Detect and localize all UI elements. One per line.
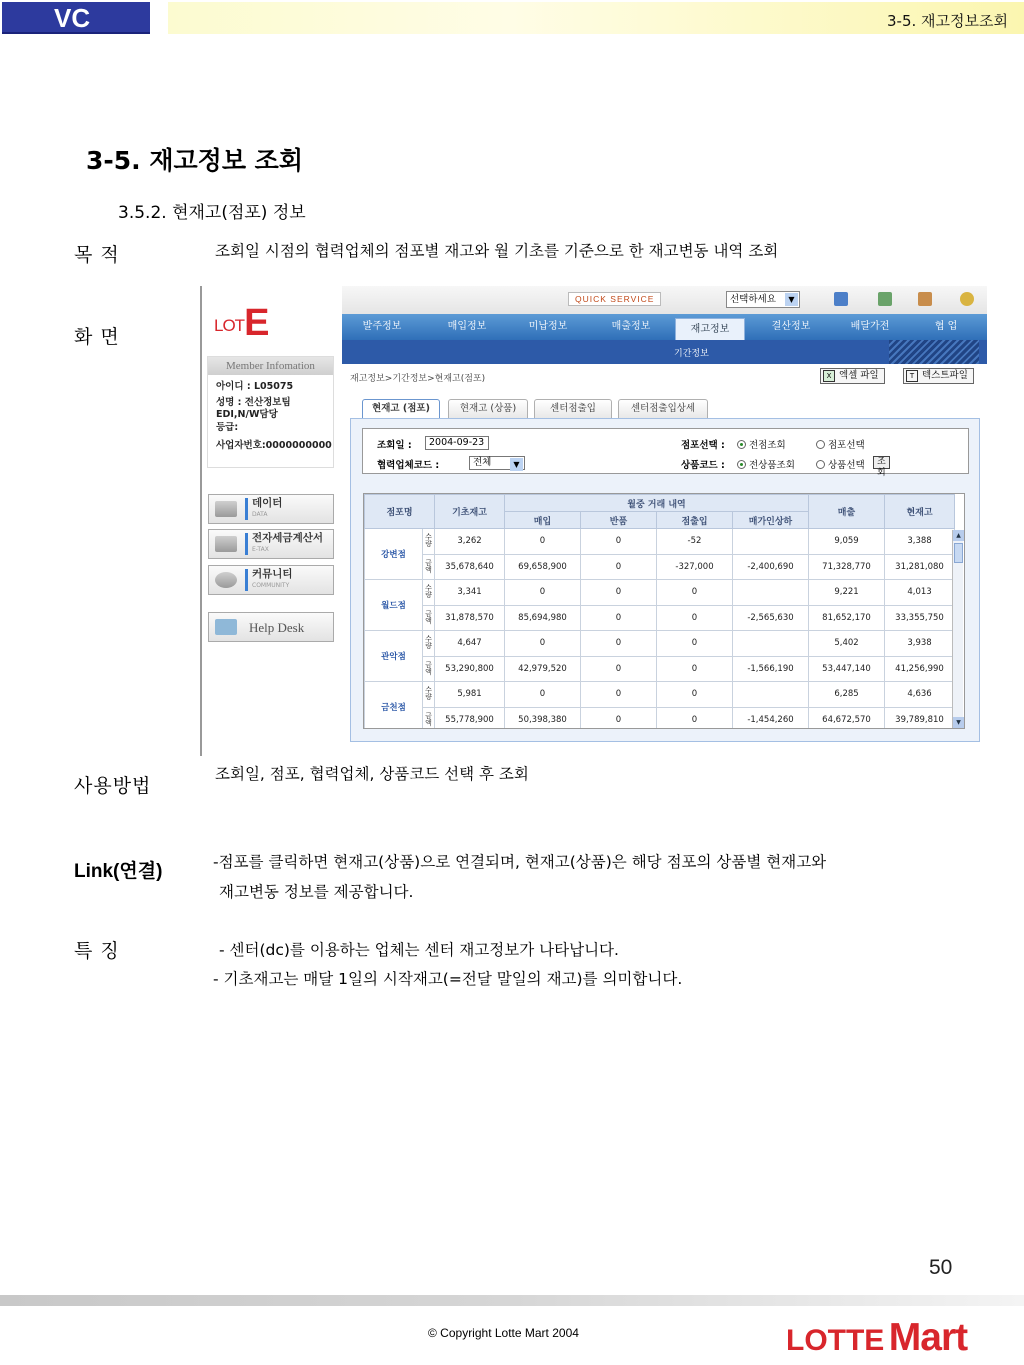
etax-sublabel: E-TAX (252, 546, 269, 553)
etax-label: 전자세금계산서 (252, 532, 324, 544)
table-cell: 3,388 (885, 529, 955, 555)
community-sublabel: COMMUNITY (252, 582, 290, 589)
search-button[interactable]: 조회 (873, 456, 890, 469)
col-return: 반품 (581, 512, 657, 529)
product-pick-radio[interactable] (816, 457, 865, 471)
help-icon[interactable] (878, 292, 892, 306)
feature-label: 특 징 (74, 940, 120, 962)
product-all-label: 전상품조회 (749, 460, 795, 471)
vendor-label: 협력업체코드 : (377, 460, 440, 471)
user-icon[interactable] (960, 292, 974, 306)
table-cell: 0 (581, 656, 657, 682)
table-cell: 39,789,810 (885, 707, 955, 729)
help-desk-button[interactable] (208, 612, 334, 642)
member-name: 성명 : 전산정보팀 (216, 396, 291, 408)
col-purchase: 매입 (505, 512, 581, 529)
table-cell: 0 (657, 682, 733, 708)
row-kind: 수 량 (423, 529, 435, 555)
logo-e: E (244, 302, 270, 344)
member-dept: EDI,N/W담당 (216, 409, 278, 420)
sub-nav-title[interactable]: 기간정보 (674, 349, 709, 359)
grid-scrollbar[interactable] (952, 530, 963, 728)
table-cell: 64,672,570 (809, 707, 885, 729)
table-cell: 33,355,750 (885, 605, 955, 631)
keyboard-decoration (889, 340, 979, 364)
scroll-down-icon[interactable]: ▼ (953, 717, 964, 728)
usage-label: 사용방법 (74, 775, 152, 797)
table-cell: 0 (505, 631, 581, 657)
data-sublabel: DATA (252, 511, 268, 518)
row-kind: 금 액 (423, 554, 435, 580)
row-kind: 수 량 (423, 682, 435, 708)
table-cell: 3,341 (435, 580, 505, 606)
scroll-up-icon[interactable]: ▲ (953, 530, 964, 541)
data-icon (215, 501, 237, 517)
table-cell: 53,447,140 (809, 656, 885, 682)
table-cell: 0 (581, 605, 657, 631)
link-text-1: -점포를 클릭하면 현재고(상품)으로 연결되며, 현재고(상품)은 해당 점포의 상품별 현재고와 (213, 853, 827, 871)
member-grade: 등급: (216, 421, 239, 433)
excel-file-label: 엑셀 파일 (839, 370, 879, 381)
radio-icon (816, 440, 825, 449)
member-bizno: 사업자번호:0000000000 (216, 440, 332, 451)
table-cell: 9,059 (809, 529, 885, 555)
store-pick-radio[interactable] (816, 437, 865, 451)
nav-collab[interactable]: 협 업 (934, 321, 958, 332)
table-cell: 0 (505, 682, 581, 708)
store-pick-label: 점포선택 (828, 440, 865, 451)
product-pick-label: 상품선택 (828, 460, 865, 471)
table-cell: -327,000 (657, 554, 733, 580)
tab-current-product[interactable]: 현재고 (상품) (448, 399, 528, 419)
table-row (365, 580, 955, 606)
nav-unpaid[interactable]: 미납정보 (528, 321, 568, 332)
table-cell (733, 529, 809, 555)
header-title: 3-5. 재고정보조회 (887, 12, 1008, 30)
table-cell: 31,281,080 (885, 554, 955, 580)
purpose-text: 조회일 시점의 협력업체의 점포별 재고와 월 기초를 기준으로 한 재고변동 내역 조회 (215, 242, 779, 260)
table-row (365, 656, 955, 682)
vendor-row (377, 457, 520, 471)
sub-nav-bar (342, 340, 987, 364)
nav-order[interactable]: 발주정보 (362, 321, 402, 332)
breadcrumb: 재고정보>기간정보>현재고(점포) (350, 374, 486, 384)
table-cell: 0 (657, 580, 733, 606)
member-info-head: Member Infomation (208, 357, 333, 375)
top-strip (342, 286, 987, 314)
col-markdown: 매가인상하 (733, 512, 809, 529)
feature-text-2: - 기초재고는 매달 1일의 시작재고(=전달 말일의 재고)를 의미합니다. (213, 970, 683, 988)
member-id: 아이디 : L05075 (216, 381, 294, 392)
product-row (681, 457, 886, 478)
tab-center-transfer[interactable]: 센터점출입 (534, 399, 612, 419)
store-link[interactable]: 강변점 (365, 529, 423, 580)
store-all-label: 전점조회 (749, 440, 786, 451)
screen-capture (200, 286, 987, 756)
radio-icon (816, 460, 825, 469)
lotte-mart-logo (786, 1316, 967, 1360)
table-cell: 4,647 (435, 631, 505, 657)
link-label: Link(연결) (74, 861, 163, 882)
community-icon (215, 572, 237, 588)
quick-service-label[interactable]: QUICK SERVICE (568, 292, 661, 306)
table-row (365, 605, 955, 631)
chevron-down-icon: ▼ (785, 293, 798, 306)
col-opening: 기초재고 (435, 495, 505, 529)
inventory-table (364, 494, 955, 729)
table-cell: 0 (581, 580, 657, 606)
logo-lot: LOT (214, 316, 245, 335)
table-row (365, 682, 955, 708)
excel-file-button[interactable] (820, 368, 885, 384)
table-cell: 42,979,520 (505, 656, 581, 682)
community-button[interactable] (208, 565, 334, 595)
table-cell: 71,328,770 (809, 554, 885, 580)
table-cell: 0 (581, 529, 657, 555)
table-cell (733, 682, 809, 708)
col-current: 현재고 (885, 495, 955, 529)
community-label: 커뮤니티 (252, 568, 293, 580)
scroll-thumb[interactable] (954, 543, 963, 563)
link-text-2: 재고변동 정보를 제공합니다. (219, 883, 414, 901)
date-label: 조회일 : (377, 440, 412, 451)
nav-purchase[interactable]: 매입정보 (447, 321, 487, 332)
table-cell: 4,013 (885, 580, 955, 606)
table-row (365, 529, 955, 555)
table-cell: 0 (581, 554, 657, 580)
lock-icon[interactable] (918, 292, 932, 306)
brand-lotte: LOTTE (786, 1324, 885, 1357)
table-cell: 3,938 (885, 631, 955, 657)
table-cell: 53,290,800 (435, 656, 505, 682)
text-file-label: 텍스트파일 (922, 370, 968, 381)
table-cell: 0 (581, 682, 657, 708)
row-kind: 금 액 (423, 605, 435, 631)
table-cell: 0 (581, 707, 657, 729)
table-cell: 0 (657, 605, 733, 631)
sidebar (202, 286, 342, 756)
table-cell: 50,398,380 (505, 707, 581, 729)
col-monthly: 월중 거래 내역 (505, 495, 809, 512)
vc-badge: VC (2, 2, 150, 34)
excel-icon: X (823, 370, 835, 382)
home-icon[interactable] (834, 292, 848, 306)
table-cell: 41,256,990 (885, 656, 955, 682)
store-label: 점포선택 : (681, 440, 725, 451)
purpose-label: 목 적 (74, 244, 120, 266)
screen-label: 화 면 (74, 326, 120, 348)
nav-delivery[interactable]: 배달가전 (850, 321, 890, 332)
table-cell: 85,694,980 (505, 605, 581, 631)
copyright: © Copyright Lotte Mart 2004 (428, 1326, 579, 1340)
table-cell: 81,652,170 (809, 605, 885, 631)
row-kind: 금 액 (423, 707, 435, 729)
table-row (365, 631, 955, 657)
store-link[interactable]: 월드점 (365, 580, 423, 631)
help-desk-label: Help Desk (249, 619, 305, 635)
footer-bar (0, 1295, 1024, 1306)
table-cell: 6,285 (809, 682, 885, 708)
table-cell: 31,878,570 (435, 605, 505, 631)
product-all-radio[interactable] (737, 457, 795, 471)
table-cell (733, 631, 809, 657)
tab-current-store[interactable]: 현재고 (점포) (362, 399, 440, 419)
store-link[interactable]: 금천점 (365, 682, 423, 730)
table-cell: 0 (505, 529, 581, 555)
store-link[interactable]: 관악점 (365, 631, 423, 682)
brand-mart: Mart (888, 1316, 968, 1359)
section-heading: 3-5. 재고정보 조회 (86, 146, 303, 175)
nav-sales[interactable]: 매출정보 (611, 321, 651, 332)
date-input[interactable]: 2004-09-23 (425, 436, 489, 450)
table-cell: 9,221 (809, 580, 885, 606)
text-file-icon: T (906, 370, 918, 382)
content-panel (350, 418, 980, 742)
col-sales: 매출 (809, 495, 885, 529)
table-cell: -1,454,260 (733, 707, 809, 729)
radio-icon (737, 440, 746, 449)
nav-settlement[interactable]: 결산정보 (771, 321, 811, 332)
etax-icon (215, 536, 237, 552)
usage-text: 조회일, 점포, 협력업체, 상품코드 선택 후 조회 (215, 765, 529, 783)
search-form (362, 428, 969, 478)
feature-text-1: - 센터(dc)를 이용하는 업체는 센터 재고정보가 나타납니다. (219, 941, 619, 959)
product-label: 상품코드 : (681, 460, 725, 471)
table-row (365, 554, 955, 580)
table-cell: 0 (657, 631, 733, 657)
chevron-down-icon: ▼ (510, 458, 523, 471)
table-cell: 0 (657, 707, 733, 729)
vendor-select[interactable] (469, 456, 525, 470)
main-nav (342, 314, 987, 340)
row-kind: 금 액 (423, 656, 435, 682)
text-file-button[interactable] (903, 368, 974, 384)
header-bar (168, 2, 1024, 34)
table-cell (733, 580, 809, 606)
radio-icon (737, 460, 746, 469)
phone-icon (215, 619, 237, 635)
table-cell: -1,566,190 (733, 656, 809, 682)
table-cell: -52 (657, 529, 733, 555)
data-button[interactable] (208, 494, 334, 524)
col-store: 점포명 (365, 495, 435, 529)
data-label: 데이터 (252, 497, 283, 509)
table-cell: -2,565,630 (733, 605, 809, 631)
store-row (681, 437, 865, 451)
table-cell: 35,678,640 (435, 554, 505, 580)
page-number: 50 (929, 1256, 953, 1279)
date-row (377, 437, 485, 451)
vendor-select-value: 전체 (473, 457, 492, 468)
nav-inventory[interactable]: 재고정보 (675, 318, 745, 342)
row-kind: 수 량 (423, 580, 435, 606)
col-transfer: 점출입 (657, 512, 733, 529)
member-info-box (207, 356, 334, 468)
table-cell: 5,402 (809, 631, 885, 657)
table-cell: 5,981 (435, 682, 505, 708)
row-kind: 수 량 (423, 631, 435, 657)
etax-button[interactable] (208, 529, 334, 559)
table-cell: -2,400,690 (733, 554, 809, 580)
tab-center-transfer-detail[interactable]: 센터점출입상세 (618, 399, 708, 419)
table-row (365, 707, 955, 729)
service-select-value: 선택하세요 (730, 294, 776, 305)
table-cell: 4,636 (885, 682, 955, 708)
service-select[interactable] (726, 291, 800, 308)
table-cell: 3,262 (435, 529, 505, 555)
table-cell: 55,778,900 (435, 707, 505, 729)
subsection-heading: 3.5.2. 현재고(점포) 정보 (118, 203, 306, 223)
store-all-radio[interactable] (737, 437, 786, 451)
lotte-logo[interactable] (214, 298, 270, 344)
inventory-grid (363, 493, 965, 729)
table-cell: 0 (505, 580, 581, 606)
table-cell: 69,658,900 (505, 554, 581, 580)
table-cell: 0 (581, 631, 657, 657)
table-cell: 0 (657, 656, 733, 682)
